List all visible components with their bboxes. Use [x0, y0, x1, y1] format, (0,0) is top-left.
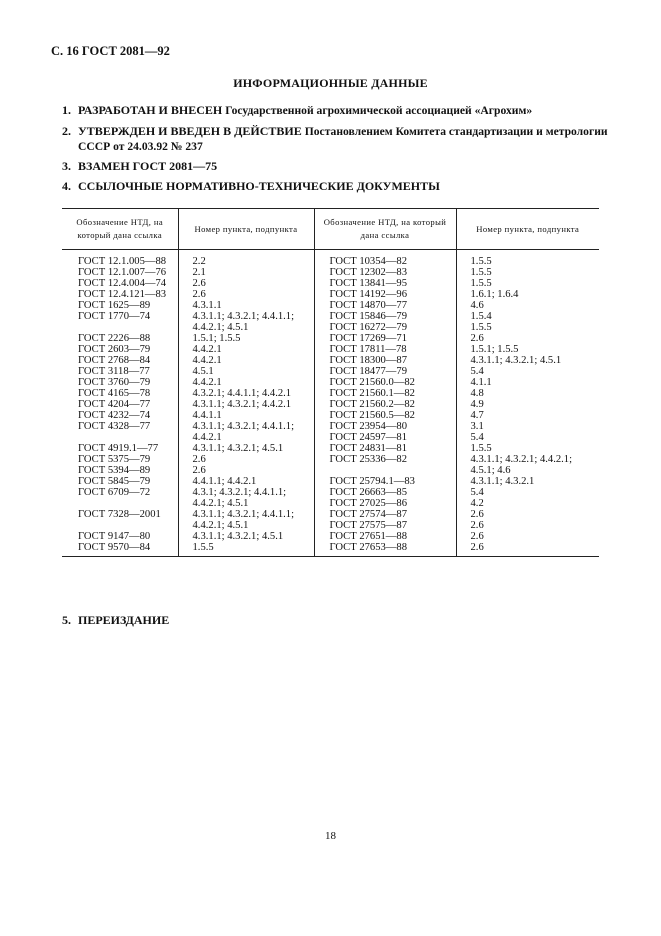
ntd-cell: ГОСТ 27574—87	[314, 509, 456, 520]
clause-cell: 4.5.1; 4.6	[456, 465, 599, 476]
info-item-approved	[62, 124, 622, 154]
ntd-cell: ГОСТ 18477—79	[314, 366, 456, 377]
ntd-cell: ГОСТ 4919.1—77	[78, 443, 159, 454]
table-row	[62, 399, 599, 410]
ntd-cell: ГОСТ 18300—87	[314, 355, 456, 366]
ntd-cell: ГОСТ 27653—88	[314, 542, 456, 557]
ntd-cell: ГОСТ 25794.1—83	[314, 476, 456, 487]
item-number: 3.	[62, 159, 71, 173]
clause-cell: 2.6	[178, 278, 314, 289]
item-heading: ПЕРЕИЗДАНИЕ	[78, 613, 170, 627]
clause-cell: 4.4.2.1	[178, 344, 314, 355]
ntd-cell	[62, 498, 178, 509]
ntd-cell: ГОСТ 12.1.007—76	[78, 267, 167, 278]
table-row	[62, 250, 599, 268]
clause-cell: 1.5.5	[456, 443, 599, 454]
clause-cell: 4.4.1.1; 4.4.2.1	[178, 476, 314, 487]
ntd-cell: ГОСТ 1625—89	[78, 300, 151, 311]
clause-cell: 4.9	[456, 399, 599, 410]
item-number: 5.	[62, 613, 71, 627]
clause-cell: 4.4.1.1	[178, 410, 314, 421]
ntd-cell: ГОСТ 14192—96	[314, 289, 456, 300]
ntd-cell: ГОСТ 23954—80	[314, 421, 456, 432]
clause-cell: 5.4	[456, 432, 599, 443]
ntd-cell: ГОСТ 24597—81	[314, 432, 456, 443]
table-row	[62, 432, 599, 443]
info-item-references	[62, 179, 622, 193]
clause-cell: 2.6	[456, 509, 599, 520]
ntd-cell: ГОСТ 5394—89	[78, 465, 151, 476]
table-row	[62, 520, 599, 531]
ntd-cell: ГОСТ 5375—79	[78, 454, 151, 465]
ntd-cell	[62, 432, 178, 443]
clause-cell: 2.6	[178, 454, 314, 465]
clause-cell: 4.4.2.1; 4.5.1	[178, 498, 314, 509]
col-header-clause: Номер пункта, подпункта	[456, 209, 599, 250]
ntd-cell	[62, 322, 178, 333]
ntd-cell: ГОСТ 27575—87	[314, 520, 456, 531]
table-row	[62, 377, 599, 388]
clause-cell: 1.5.5	[178, 542, 314, 557]
item-text: Государственной агрохимической ассоциацией «Агрохим»	[225, 104, 533, 117]
ntd-cell: ГОСТ 13841—95	[314, 278, 456, 289]
ntd-cell: ГОСТ 5845—79	[78, 476, 151, 487]
ntd-cell: ГОСТ 9570—84	[62, 542, 178, 557]
ntd-cell: ГОСТ 4328—77	[78, 421, 151, 432]
clause-cell: 4.4.2.1; 4.5.1	[178, 520, 314, 531]
ntd-cell: ГОСТ 21560.2—82	[314, 399, 456, 410]
ntd-cell: ГОСТ 3760—79	[78, 377, 151, 388]
section-title: ИНФОРМАЦИОННЫЕ ДАННЫЕ	[233, 76, 428, 90]
clause-cell: 4.5.1	[178, 366, 314, 377]
col-header-clause: Номер пункта, подпункта	[178, 209, 314, 250]
ntd-cell: ГОСТ 14870—77	[314, 300, 456, 311]
clause-cell: 4.4.2.1	[178, 355, 314, 366]
table-row	[62, 509, 599, 520]
clause-cell: 2.6	[456, 531, 599, 542]
item-heading: УТВЕРЖДЕН И ВВЕДЕН В ДЕЙСТВИЕ	[78, 124, 302, 138]
clause-cell: 4.3.1; 4.3.2.1; 4.4.1.1;	[178, 487, 314, 498]
table-row	[62, 355, 599, 366]
ntd-cell	[314, 465, 456, 476]
ntd-cell: ГОСТ 4232—74	[78, 410, 151, 421]
table-header-row	[62, 209, 599, 250]
item-heading: ССЫЛОЧНЫЕ НОРМАТИВНО-ТЕХНИЧЕСКИЕ ДОКУМЕНТЫ	[78, 179, 440, 193]
table-row	[62, 465, 599, 476]
ntd-cell: ГОСТ 2603—79	[78, 344, 151, 355]
ntd-cell: ГОСТ 3118—77	[78, 366, 150, 377]
ntd-cell: ГОСТ 6709—72	[78, 487, 151, 498]
info-item-replaces	[62, 159, 622, 173]
clause-cell: 4.4.2.1	[178, 432, 314, 443]
clause-cell: 1.6.1; 1.6.4	[456, 289, 599, 300]
ntd-cell	[62, 520, 178, 531]
references-table	[62, 208, 599, 557]
ntd-cell: ГОСТ 4204—77	[78, 399, 151, 410]
clause-cell: 4.3.1.1	[178, 300, 314, 311]
clause-cell: 4.3.1.1; 4.3.2.1; 4.4.1.1;	[178, 421, 314, 432]
ntd-cell: ГОСТ 21560.5—82	[314, 410, 456, 421]
ntd-cell: ГОСТ 17811—78	[314, 344, 456, 355]
table-row	[62, 311, 599, 322]
clause-cell: 4.8	[456, 388, 599, 399]
info-item-developed	[62, 103, 622, 118]
clause-cell: 3.1	[456, 421, 599, 432]
clause-cell: 4.3.1.1; 4.3.2.1; 4.5.1	[178, 531, 314, 542]
clause-cell: 4.3.1.1; 4.3.2.1; 4.4.2.1	[178, 399, 314, 410]
item-number: 1.	[62, 103, 71, 117]
clause-cell: 2.1	[178, 267, 314, 278]
clause-cell: 2.6	[178, 465, 314, 476]
clause-cell: 1.5.5	[456, 267, 599, 278]
clause-cell: 2.6	[178, 289, 314, 300]
ntd-cell: ГОСТ 1770—74	[78, 311, 151, 322]
ntd-cell: ГОСТ 17269—71	[314, 333, 456, 344]
clause-cell: 1.5.5	[456, 278, 599, 289]
ntd-cell: ГОСТ 16272—79	[314, 322, 456, 333]
page-header: С. 16 ГОСТ 2081—92	[51, 44, 170, 58]
clause-cell: 4.3.1.1; 4.3.2.1; 4.4.1.1;	[178, 311, 314, 322]
clause-cell: 2.6	[456, 520, 599, 531]
table-row	[62, 267, 599, 278]
clause-cell: 5.4	[456, 366, 599, 377]
table-row	[62, 487, 599, 498]
clause-cell: 4.4.2.1	[178, 377, 314, 388]
table-row	[62, 498, 599, 509]
ntd-cell: ГОСТ 12.4.004—74	[78, 278, 167, 289]
ntd-cell: ГОСТ 2768—84	[78, 355, 151, 366]
ntd-cell: ГОСТ 7328—2001	[78, 509, 161, 520]
clause-cell: 1.5.5	[456, 250, 599, 268]
table-row	[62, 366, 599, 377]
item-number: 4.	[62, 179, 71, 193]
ntd-cell: ГОСТ 24831—81	[314, 443, 456, 454]
item-text: Постановлением Комитета стандартизации и метрологии СССР от 24.03.92 № 237	[78, 125, 608, 153]
table-row	[62, 476, 599, 487]
ntd-cell: ГОСТ 9147—80	[78, 531, 151, 542]
table-row	[62, 322, 599, 333]
ntd-cell: ГОСТ 15846—79	[314, 311, 456, 322]
ntd-cell: ГОСТ 12302—83	[314, 267, 456, 278]
table-row	[62, 388, 599, 399]
table-row	[62, 542, 599, 557]
clause-cell: 4.6	[456, 300, 599, 311]
ntd-cell: ГОСТ 21560.0—82	[314, 377, 456, 388]
col-header-ntd: Обозначение НТД, на который дана ссылка	[62, 209, 178, 250]
ntd-cell: ГОСТ 4165—78	[78, 388, 151, 399]
ntd-cell: ГОСТ 27651—88	[314, 531, 456, 542]
table-row	[62, 333, 599, 344]
table-row	[62, 531, 599, 542]
clause-cell: 4.3.1.1; 4.3.2.1	[456, 476, 599, 487]
clause-cell: 4.4.2.1; 4.5.1	[178, 322, 314, 333]
clause-cell: 4.7	[456, 410, 599, 421]
clause-cell: 5.4	[456, 487, 599, 498]
clause-cell: 4.3.2.1; 4.4.1.1; 4.4.2.1	[178, 388, 314, 399]
table-row	[62, 421, 599, 432]
clause-cell: 4.3.1.1; 4.3.2.1; 4.4.2.1;	[456, 454, 599, 465]
col-header-ntd: Обозначение НТД, на который дана ссылка	[314, 209, 456, 250]
ntd-cell: ГОСТ 21560.1—82	[314, 388, 456, 399]
table-row	[62, 410, 599, 421]
ntd-cell: ГОСТ 2226—88	[78, 333, 151, 344]
ntd-cell: ГОСТ 12.4.121—83	[78, 289, 167, 300]
item-heading: ВЗАМЕН ГОСТ 2081—75	[78, 159, 218, 173]
page-number: 18	[325, 830, 336, 842]
item-heading: РАЗРАБОТАН И ВНЕСЕН	[78, 103, 223, 117]
clause-cell: 2.2	[178, 250, 314, 268]
ntd-cell: ГОСТ 10354—82	[314, 250, 456, 268]
clause-cell: 4.3.1.1; 4.3.2.1; 4.5.1	[178, 443, 314, 454]
clause-cell: 1.5.4	[456, 311, 599, 322]
clause-cell: 4.3.1.1; 4.3.2.1; 4.4.1.1;	[178, 509, 314, 520]
table-row	[62, 278, 599, 289]
clause-cell: 1.5.1; 1.5.5	[178, 333, 314, 344]
table-row	[62, 344, 599, 355]
ntd-cell: ГОСТ 27025—86	[314, 498, 456, 509]
clause-cell: 1.5.5	[456, 322, 599, 333]
ntd-cell: ГОСТ 25336—82	[314, 454, 456, 465]
clause-cell: 2.6	[456, 542, 599, 557]
ntd-cell: ГОСТ 12.1.005—88	[78, 256, 167, 267]
info-item-reissue	[62, 613, 622, 627]
table-row	[62, 443, 599, 454]
table-row	[62, 289, 599, 300]
clause-cell: 1.5.1; 1.5.5	[456, 344, 599, 355]
table-row	[62, 454, 599, 465]
clause-cell: 4.3.1.1; 4.3.2.1; 4.5.1	[456, 355, 599, 366]
table-row	[62, 300, 599, 311]
clause-cell: 4.1.1	[456, 377, 599, 388]
clause-cell: 2.6	[456, 333, 599, 344]
item-number: 2.	[62, 124, 71, 138]
clause-cell: 4.2	[456, 498, 599, 509]
ntd-cell: ГОСТ 26663—85	[314, 487, 456, 498]
